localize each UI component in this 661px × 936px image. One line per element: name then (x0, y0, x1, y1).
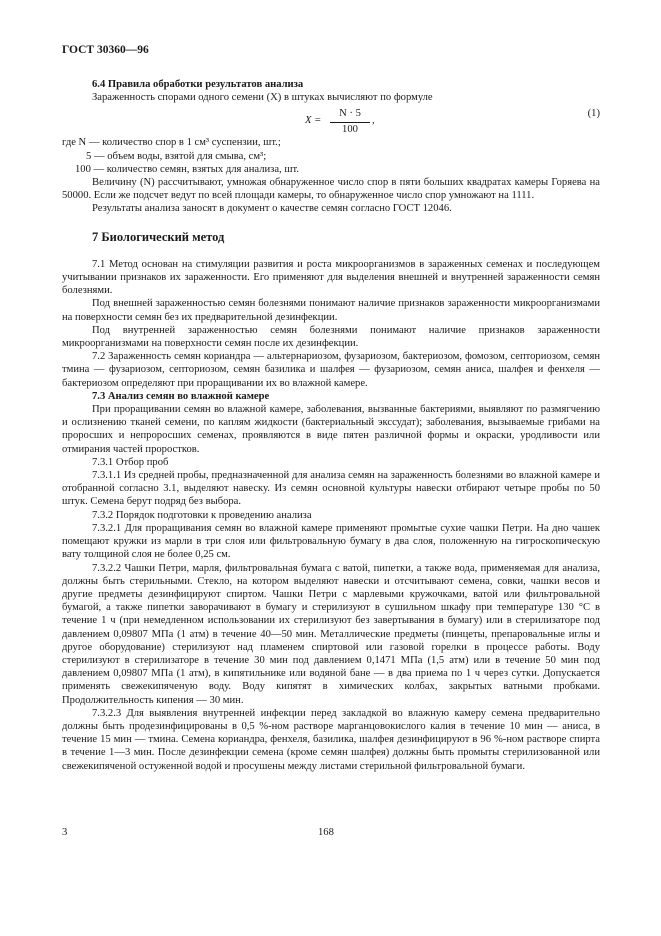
formula-denominator: 100 (342, 123, 358, 135)
paragraph-7-3-2-2: 7.3.2.2 Чашки Петри, марля, фильтровальная бумага с ватой, пипетки, а также вода, применяемая для анализа, должны быть стерильными. Стекло, на котором выделяют навески и отсчитывают семена, совки, чашки весов и другие предметы дезинфицируют спиртом. Чашки Петри с марлевыми кружочками, ватой или фильтровальной бумагой, а также пипетки заворачивают в бумагу и стерилизуют в сушильном шкафу при температуре 130 °С в течение 1 ч (при немедленном использовании их стерилизуют без завертывания в бумагу) или в стерилизаторе под давлением 0,09807 МПа (1 атм) в течение 40—50 мин. Металлические предметы (пинцеты, препаровальные иглы и другое оборудование) стерилизуют над пламенем спиртовой или газовой горелки в процессе работы. Воду стерилизуют в стерилизаторе в течение 30 мин под давлением 0,1471 МПа (1,5 атм) или в течение 50 мин под давлением 0,09807 МПа (1 атм), в кипятильнике или водяной бане — в два приема по 1 ч через сутки. Допускается применять свежекипяченую воду. Воду кипятят в химических колбах, закрытых ватными пробками. Продолжительность кипения — 30 мин. (62, 562, 600, 706)
formula-intro: Зараженность спорами одного семени (X) в штуках вычисляют по формуле (92, 92, 433, 104)
formula-comma: , (372, 115, 375, 127)
formula-numerator: N · 5 (330, 107, 370, 122)
paragraph-7-3-1: 7.3.1 Отбор проб (92, 456, 169, 468)
section-7-title: 7 Биологический метод (92, 229, 225, 244)
paragraph-external: Под внешней зараженностью семян болезнями понимают наличие признаков зараженности микроорганизмами на поверхности семян без их предварительной дезинфекции. (62, 298, 600, 323)
document-body (62, 78, 600, 773)
paragraph-7-3-1-1: 7.3.1.1 Из средней пробы, предназначенной для анализа семян на зараженность болезнями во влажной камере и отобранной согласно 3.1, выделяют навеску. Из семян основной культуры навески отбирают четыре пробы по 50 штук. Семена берут подряд без выбора. (62, 470, 600, 508)
formula-fraction (330, 107, 370, 135)
paragraph-7-3-2-1: 7.3.2.1 Для проращивания семян во влажной камере применяют промытые сухие чашки Петри. На дно чашек помещают кружки из марли в три слоя или фильтровальную бумагу в два слоя, положенную на гигроскопическую вату толщиной слоя не более 0,25 см. (62, 522, 600, 561)
paragraph-7-2: 7.2 Зараженность семян кориандра — альтернариозом, фузариозом, бактериозом, фомозом, септориозом, семян тмина — фузариозом, септориозом, семян базилика и шалфея — фузариозом, семян аниса, шалфея и фенхеля — бактериозом определяют при проращивании их во влажной камере. (62, 351, 600, 389)
formula-lhs: X = (305, 115, 322, 127)
where-line-1: где N — количество спор в 1 см³ суспензии, шт.; (62, 137, 281, 149)
where-line-3: 100 — количество семян, взятых для анализа, шт. (75, 163, 299, 175)
document-id: ГОСТ 30360—96 (62, 44, 149, 56)
paragraph-7-3: При проращивании семян во влажной камере, заболевания, вызванные бактериями, выявляют по размягчению и ослизнению тканей семени, по каплям жидкости (бактериальный экссудат); заболевания, вызываемые грибами на проросших и непроросших семенах, проявляются в виде пятен различной формы и окраски, уродливости или отмирания частей проростков. (62, 404, 600, 455)
section-6-4-title: 6.4 Правила обработки результатов анализа (92, 79, 304, 90)
page-number: 168 (318, 827, 334, 838)
formula-number: (1) (587, 108, 600, 120)
where-line-2: 5 — объем воды, взятой для смыва, см³; (86, 150, 267, 162)
section-7-3-title: 7.3 Анализ семян во влажной камере (92, 390, 270, 402)
formula-1 (62, 107, 600, 133)
paragraph-results: Результаты анализа заносят в документ о качестве семян согласно ГОСТ 12046. (92, 203, 452, 215)
paragraph-7-1: 7.1 Метод основан на стимуляции развития и роста микроорганизмов в зараженных семенах и последующем учитывании признаков их зараженности. Его применяют для выделения внешней и внутренней зараженности семян болезнями. (62, 258, 600, 297)
footer-left-number: 3 (62, 827, 68, 838)
paragraph-7-3-2: 7.3.2 Порядок подготовки к проведению анализа (92, 509, 312, 521)
paragraph-n-calc: Величину (N) рассчитывают, умножая обнаруженное число спор в пяти больших квадратах камеры Горяева на 50000. Если же подсчет ведут по всей площади камеры, то обнаруженное число спор умножают на 1111. (62, 177, 600, 202)
paragraph-internal: Под внутренней зараженностью семян болезнями понимают наличие признаков зараженности микроорганизмами на поверхности семян после их дезинфекции. (62, 324, 600, 350)
paragraph-7-3-2-3: 7.3.2.3 Для выявления внутренней инфекции перед закладкой во влажную камеру семена предварительно должны быть продезинфицированы в 0,5 %-ном растворе марганцовокислого калия в течение 10 мин — аниса, в течение 15 мин — тмина. Семена кориандра, фенхеля, базилика, шалфея дезинфицируют в 96 %-ном растворе спирта в течение 1—3 мин. После дезинфекции семена (кроме семян шалфея) должны быть промыты стерилизованной или свежекипяченой остуженной водой и просушены между листами стерильной фильтровальной бумаги. (62, 707, 600, 772)
